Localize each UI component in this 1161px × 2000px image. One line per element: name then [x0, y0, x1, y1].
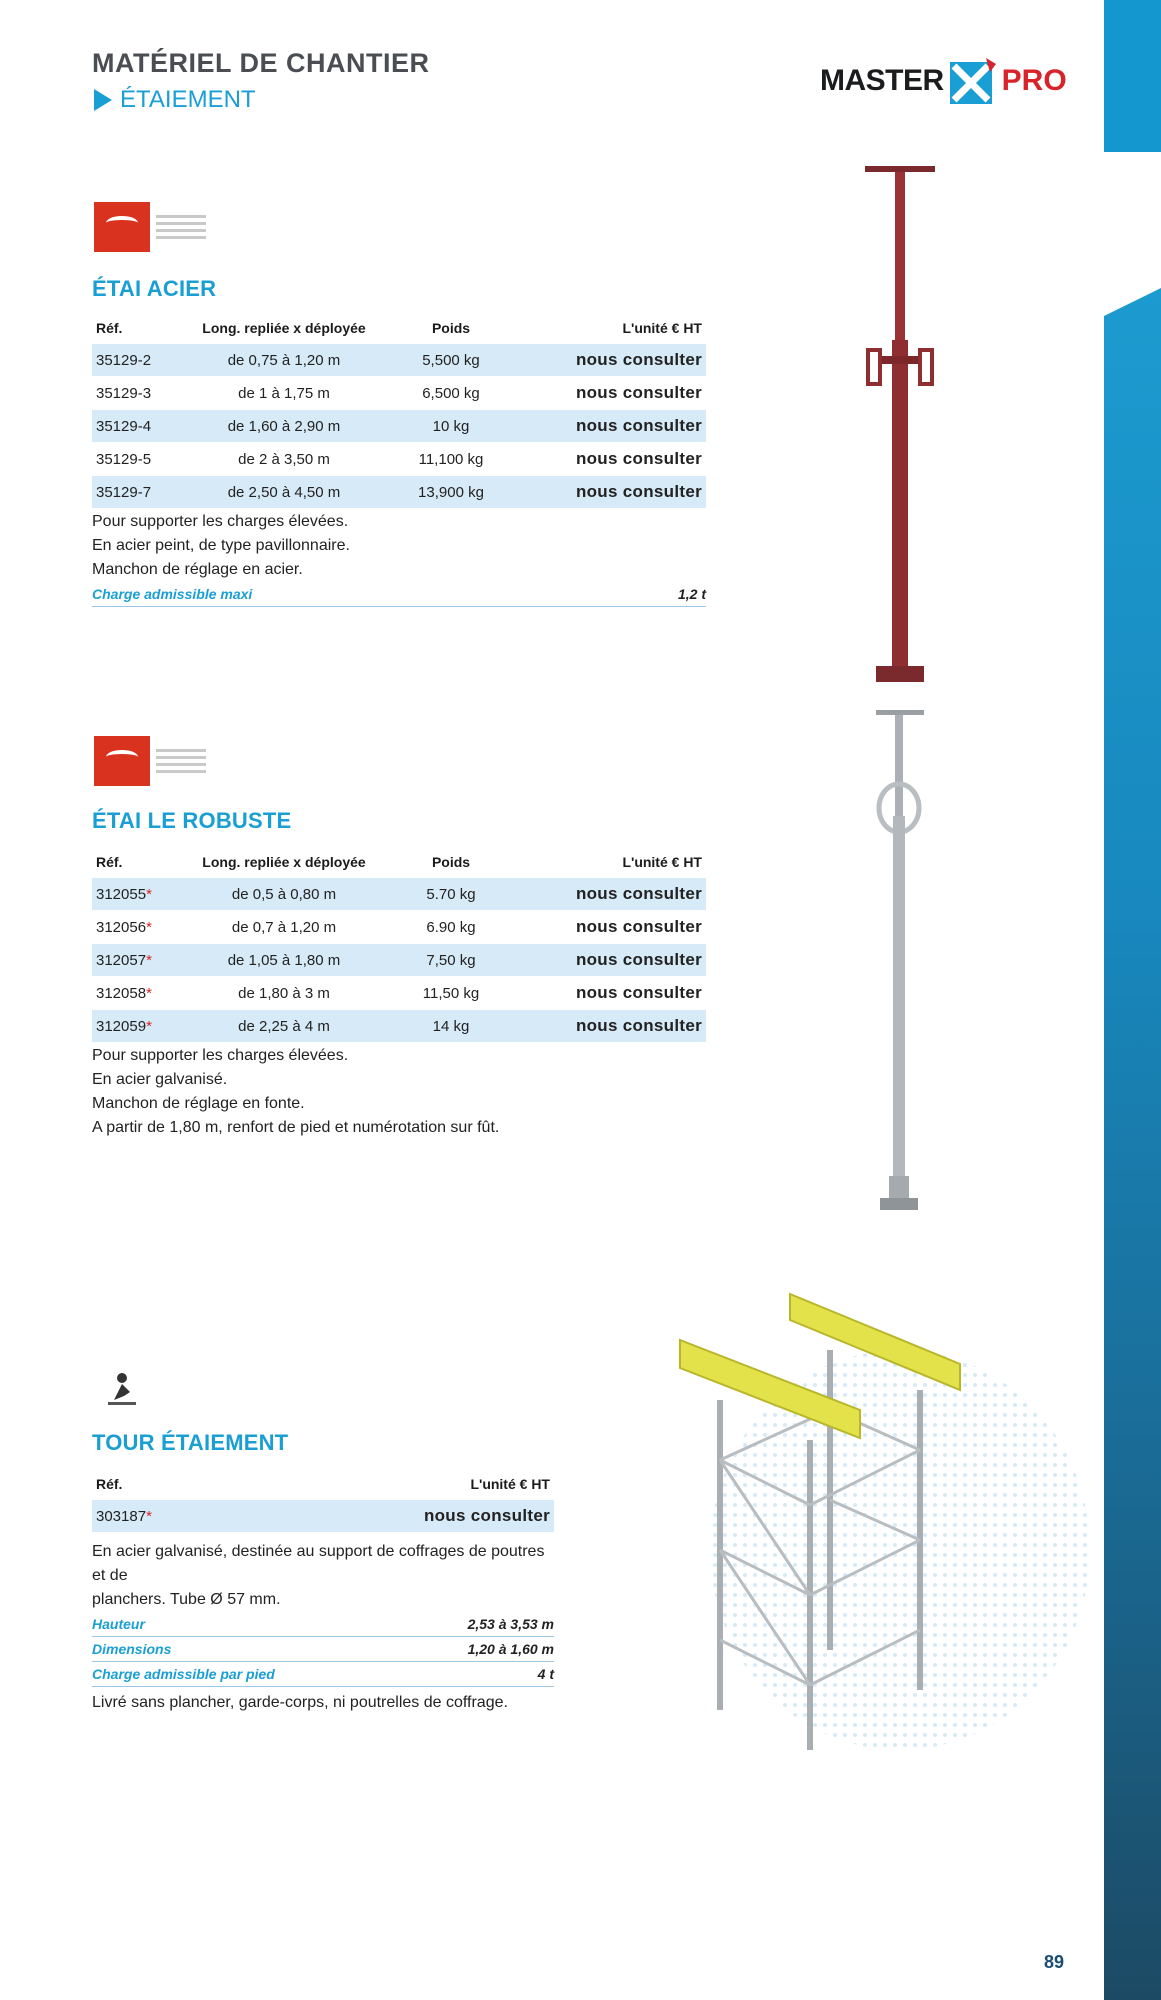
length-cell: de 1,80 à 3 m [193, 977, 375, 1010]
description-line: En acier peint, de type pavillonnaire. [92, 537, 350, 554]
weight-cell: 13,900 kg [375, 476, 527, 509]
price-cell: nous consulter [527, 377, 706, 410]
product-table [92, 846, 706, 1043]
table-row [92, 944, 706, 977]
ref-cell: 35129-5 [92, 443, 193, 476]
price-cell: nous consulter [527, 944, 706, 977]
galvanized-prop-image [860, 706, 940, 1226]
altrad-logo [94, 736, 206, 786]
weight-cell: 5,500 kg [375, 344, 527, 377]
product-description [92, 1540, 554, 1715]
weight-cell: 6.90 kg [375, 911, 527, 944]
col-weight: Poids [431, 854, 471, 870]
spec-label: Charge admissible maxi [92, 586, 253, 602]
length-cell: de 0,7 à 1,20 m [193, 911, 375, 944]
spec-value: 4 t [537, 1666, 554, 1682]
page-title: MATÉRIEL DE CHANTIER [92, 48, 430, 78]
spec-row [92, 1637, 554, 1662]
length-cell: de 1,60 à 2,90 m [193, 410, 375, 443]
length-cell: de 2,25 à 4 m [193, 1010, 375, 1043]
description-line: En acier galvanisé, destinée au support de coffrages de poutres et de [92, 1543, 545, 1584]
length-cell: de 1,05 à 1,80 m [193, 944, 375, 977]
weight-cell: 14 kg [375, 1010, 527, 1043]
spec-value: 2,53 à 3,53 m [467, 1616, 554, 1632]
section-title: TOUR ÉTAIEMENT [92, 1430, 289, 1455]
weight-cell: 7,50 kg [375, 944, 527, 977]
section-subtitle [94, 86, 256, 114]
price-cell: nous consulter [239, 1500, 554, 1533]
description-line: Pour supporter les charges élevées. [92, 1047, 349, 1064]
price-cell: nous consulter [527, 878, 706, 911]
weight-cell: 10 kg [375, 410, 527, 443]
length-cell: de 0,5 à 0,80 m [193, 878, 375, 911]
steel-prop-image [840, 160, 960, 690]
table-row [92, 911, 706, 944]
worker-logo-icon [104, 1370, 140, 1408]
brand-master-text: MASTER [820, 64, 944, 97]
description-line: Manchon de réglage en fonte. [92, 1095, 305, 1112]
product-description [92, 1044, 706, 1140]
price-cell: nous consulter [527, 476, 706, 509]
side-tab [1104, 288, 1161, 2000]
col-price: L'unité € HT [470, 1476, 550, 1492]
col-ref: Réf. [96, 854, 123, 870]
table-row [92, 377, 706, 410]
spec-row [92, 1612, 554, 1637]
subtitle-text: ÉTAIEMENT [120, 86, 256, 113]
description-line: En acier galvanisé. [92, 1071, 228, 1088]
ref-cell: 312055* [92, 878, 193, 911]
col-weight: Poids [431, 320, 471, 336]
play-arrow-icon [94, 89, 112, 111]
price-cell: nous consulter [527, 344, 706, 377]
brand-pro-text: PRO [1001, 64, 1067, 97]
star-cross-icon [950, 58, 996, 104]
product-note: Livré sans plancher, garde-corps, ni poutrelles de coffrage. [92, 1694, 508, 1711]
product-table [92, 1468, 554, 1533]
description-line: Pour supporter les charges élevées. [92, 513, 349, 530]
table-row [92, 878, 706, 911]
spec-row [92, 582, 706, 607]
col-ref: Réf. [96, 1476, 123, 1492]
logo-caption [156, 211, 206, 243]
table-row [92, 443, 706, 476]
weight-cell: 5.70 kg [375, 878, 527, 911]
product-table [92, 312, 706, 509]
ref-cell: 35129-4 [92, 410, 193, 443]
description-line: A partir de 1,80 m, renfort de pied et numérotation sur fût. [92, 1119, 500, 1136]
length-cell: de 0,75 à 1,20 m [193, 344, 375, 377]
table-row [92, 1500, 554, 1533]
spec-label: Charge admissible par pied [92, 1666, 275, 1682]
col-length: Long. repliée x déployée [202, 854, 366, 870]
length-cell: de 2 à 3,50 m [193, 443, 375, 476]
spec-row [92, 1662, 554, 1687]
page-number: 89 [1044, 1952, 1065, 1972]
ref-cell: 35129-2 [92, 344, 193, 377]
price-cell: nous consulter [527, 911, 706, 944]
spec-label: Dimensions [92, 1641, 172, 1657]
table-row [92, 1010, 706, 1043]
spec-label: Hauteur [92, 1616, 145, 1632]
bird-logo-icon [94, 736, 150, 786]
description-line: Manchon de réglage en acier. [92, 561, 303, 578]
ref-cell: 312058* [92, 977, 193, 1010]
ref-cell: 312056* [92, 911, 193, 944]
table-row [92, 344, 706, 377]
table-row [92, 410, 706, 443]
weight-cell: 11,100 kg [375, 443, 527, 476]
weight-cell: 11,50 kg [375, 977, 527, 1010]
side-tab-top [1104, 0, 1161, 152]
product-description [92, 510, 706, 607]
ref-cell: 303187* [92, 1500, 239, 1533]
table-row [92, 977, 706, 1010]
col-price: L'unité € HT [622, 320, 702, 336]
col-ref: Réf. [96, 320, 123, 336]
brand-logo [820, 58, 1067, 104]
ref-cell: 35129-3 [92, 377, 193, 410]
shoring-tower-image [660, 1290, 1100, 1770]
length-cell: de 1 à 1,75 m [193, 377, 375, 410]
ref-cell: 312059* [92, 1010, 193, 1043]
table-row [92, 476, 706, 509]
length-cell: de 2,50 à 4,50 m [193, 476, 375, 509]
logo-caption [156, 745, 206, 777]
section-title: ÉTAI LE ROBUSTE [92, 808, 292, 833]
price-cell: nous consulter [527, 1010, 706, 1043]
section-title: ÉTAI ACIER [92, 276, 217, 301]
price-cell: nous consulter [527, 977, 706, 1010]
col-length: Long. repliée x déployée [202, 320, 366, 336]
ref-cell: 35129-7 [92, 476, 193, 509]
description-line: planchers. Tube Ø 57 mm. [92, 1591, 281, 1608]
col-price: L'unité € HT [622, 854, 702, 870]
spec-value: 1,2 t [677, 586, 706, 602]
spec-value: 1,20 à 1,60 m [467, 1641, 554, 1657]
weight-cell: 6,500 kg [375, 377, 527, 410]
price-cell: nous consulter [527, 410, 706, 443]
bird-logo-icon [94, 202, 150, 252]
side-tab-notch [1104, 288, 1161, 316]
price-cell: nous consulter [527, 443, 706, 476]
altrad-logo [94, 202, 206, 252]
ref-cell: 312057* [92, 944, 193, 977]
